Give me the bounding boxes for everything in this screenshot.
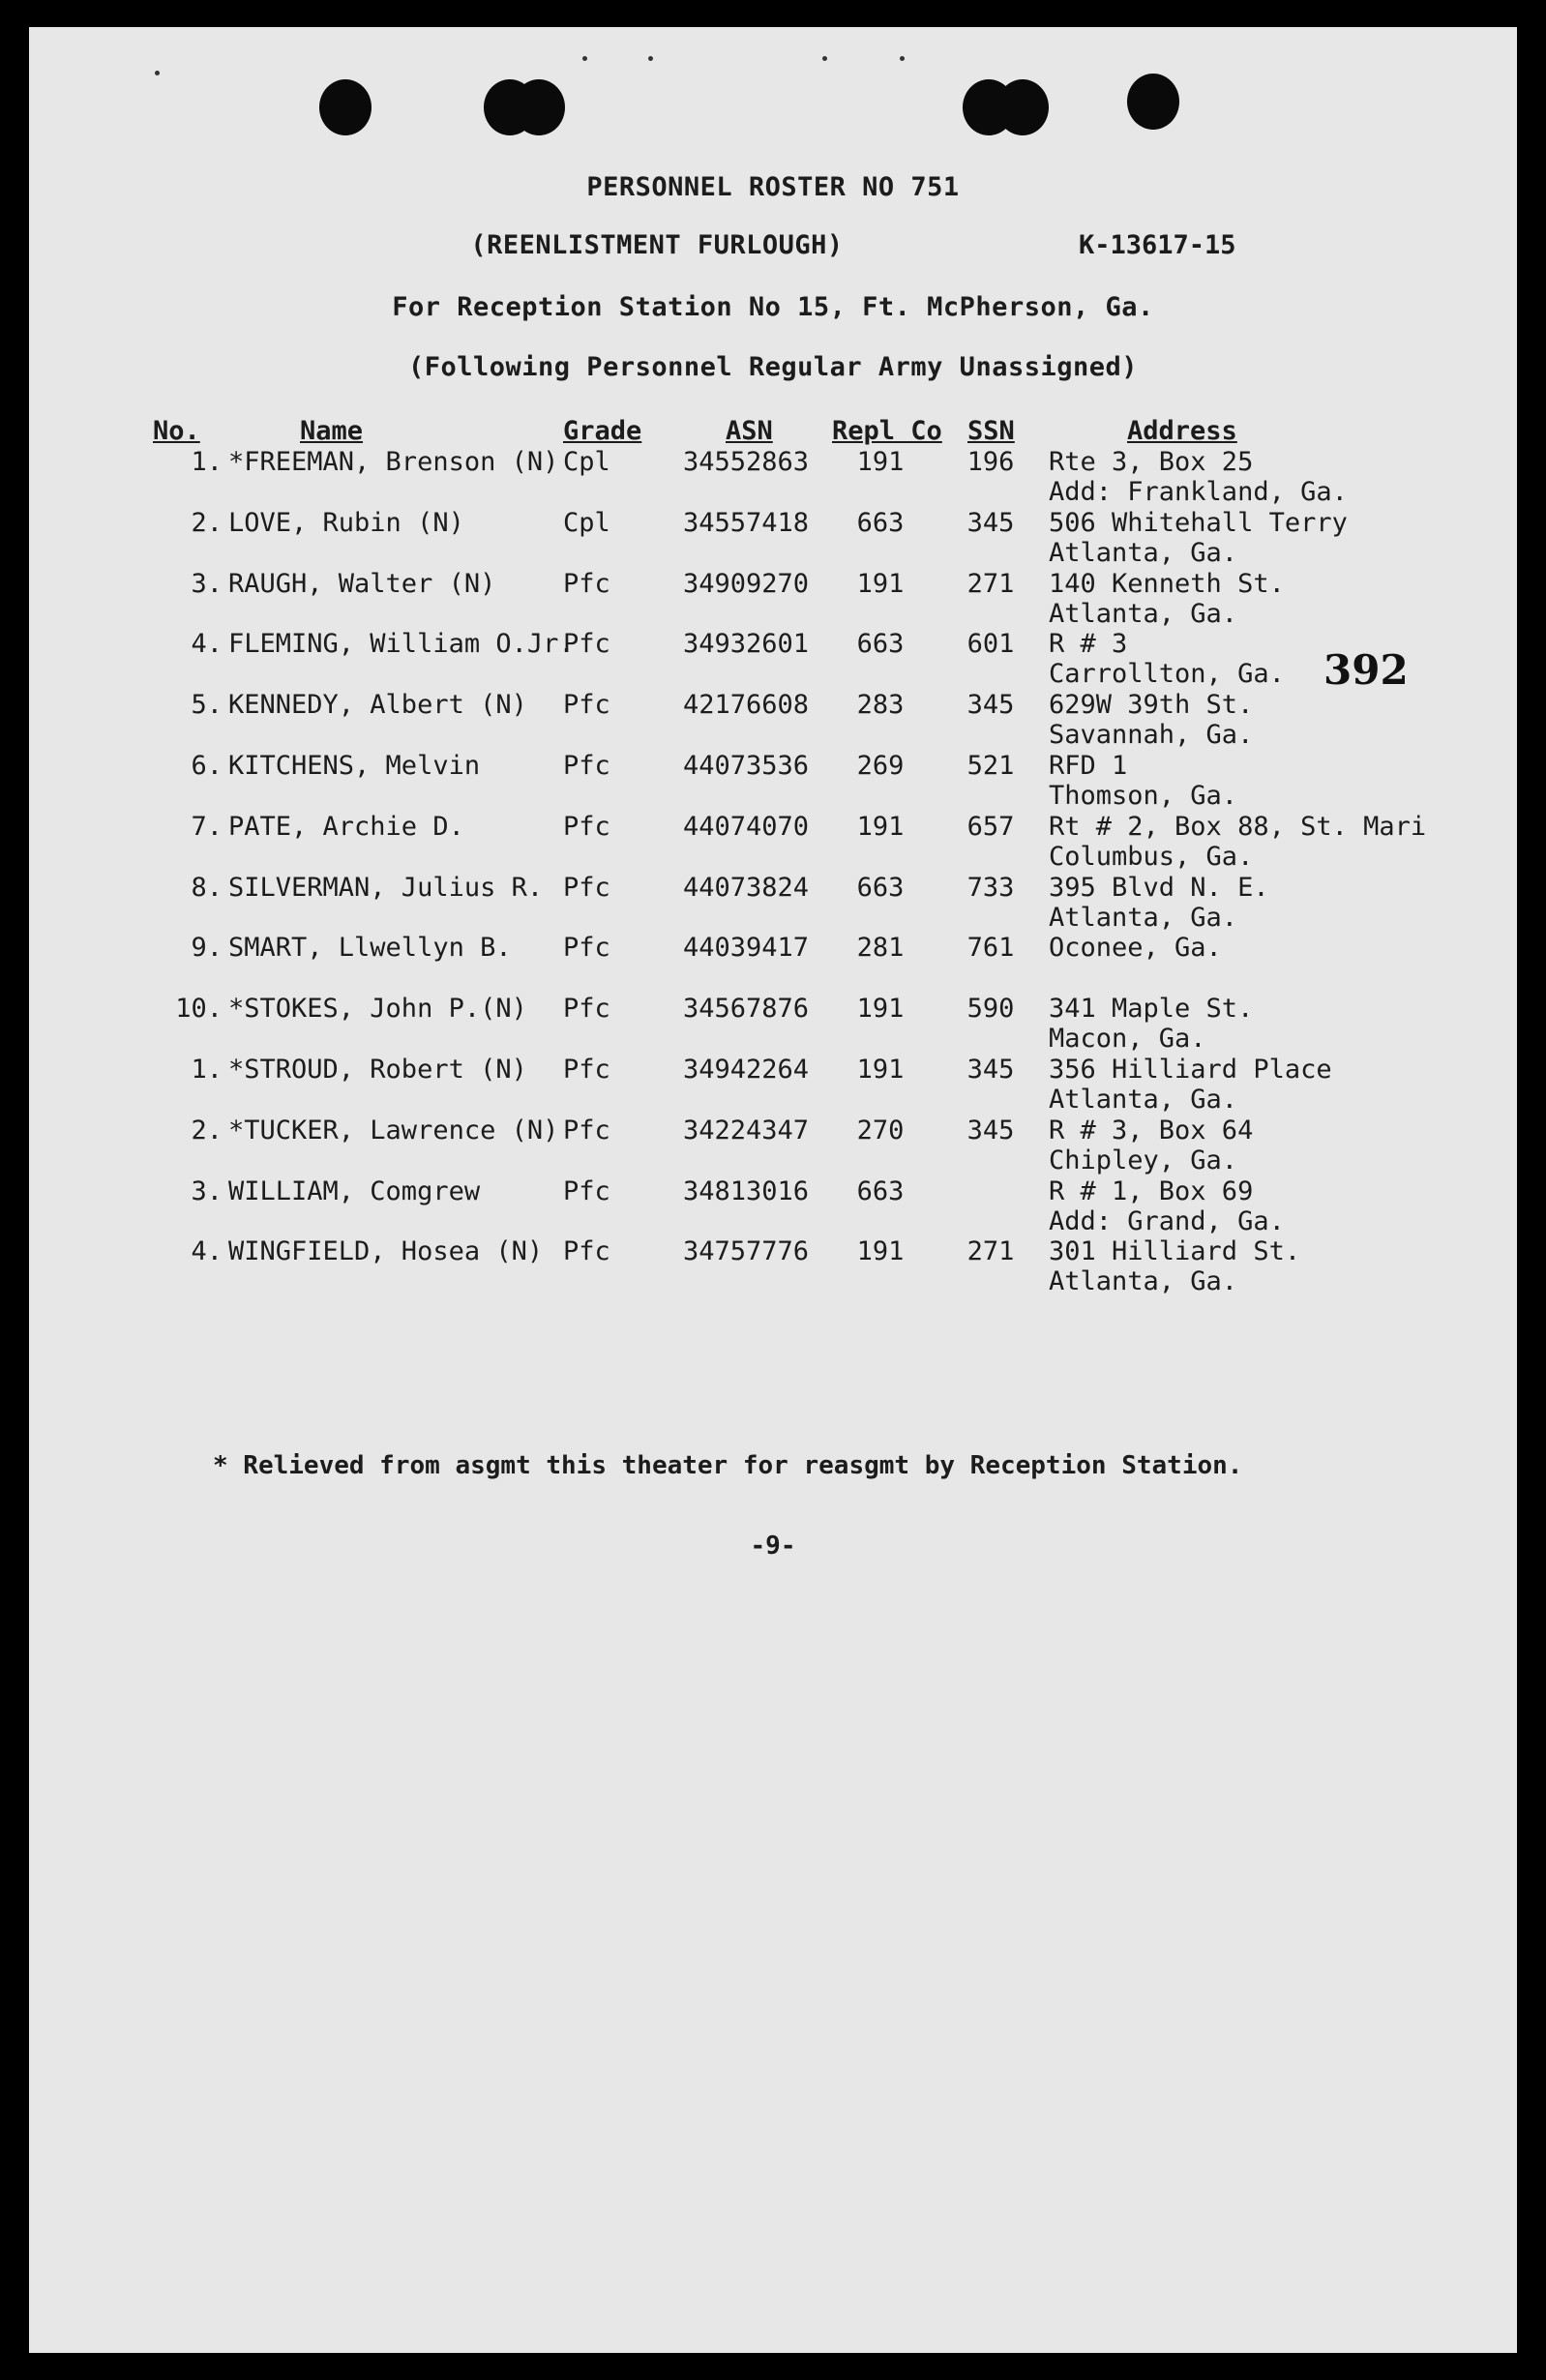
row-address-line-2: Atlanta, Ga. xyxy=(1049,598,1238,629)
row-number: 7. xyxy=(191,811,223,842)
row-number: 1. xyxy=(191,1055,223,1085)
row-number: 9. xyxy=(191,933,223,964)
row-name: SILVERMAN, Julius R. xyxy=(228,872,544,903)
row-grade: Pfc xyxy=(563,994,610,1025)
punch-hole-3 xyxy=(513,79,565,135)
row-ssn: 590 xyxy=(966,994,1015,1025)
row-grade: Cpl xyxy=(563,507,610,538)
row-address-line-1: Rt # 2, Box 88, St. Mari xyxy=(1049,811,1427,842)
punch-hole-5 xyxy=(996,79,1049,135)
row-repl-co: 270 xyxy=(856,1115,905,1145)
speck xyxy=(582,56,587,61)
col-head-ssn: SSN xyxy=(967,416,1015,446)
row-number: 2. xyxy=(191,1115,223,1145)
row-grade: Pfc xyxy=(563,1055,610,1085)
row-address-line-1: Rte 3, Box 25 xyxy=(1049,447,1254,477)
row-address-line-1: Oconee, Ga. xyxy=(1049,933,1222,964)
row-number: 4. xyxy=(191,1236,223,1267)
row-ssn: 345 xyxy=(966,690,1015,721)
row-address-line-1: RFD 1 xyxy=(1049,751,1128,781)
row-ssn: 196 xyxy=(966,447,1015,477)
row-name: WINGFIELD, Hosea (N) xyxy=(228,1236,544,1267)
row-name: *FREEMAN, Brenson (N) xyxy=(228,447,559,477)
row-repl-co: 269 xyxy=(856,751,905,781)
row-address-line-2: Thomson, Ga. xyxy=(1049,781,1238,811)
row-asn: 34932601 xyxy=(683,629,810,660)
row-name: KENNEDY, Albert (N) xyxy=(228,690,527,721)
table-row xyxy=(29,1116,1517,1175)
col-head-repl-co: Repl Co xyxy=(832,416,942,446)
row-ssn: 345 xyxy=(966,507,1015,538)
row-asn: 34224347 xyxy=(683,1115,810,1145)
row-address-line-2: Atlanta, Ga. xyxy=(1049,1266,1238,1297)
row-name: RAUGH, Walter (N) xyxy=(228,568,496,599)
row-address-line-2: Macon, Ga. xyxy=(1049,1024,1206,1055)
row-number: 8. xyxy=(191,872,223,903)
row-repl-co: 663 xyxy=(856,872,905,903)
speck xyxy=(822,56,827,61)
row-number: 1. xyxy=(191,447,223,477)
row-address-line-1: 629W 39th St. xyxy=(1049,690,1254,721)
row-ssn: 345 xyxy=(966,1115,1015,1145)
speck xyxy=(900,56,905,61)
col-head-name: Name xyxy=(300,416,364,446)
row-repl-co: 281 xyxy=(856,933,905,964)
row-repl-co: 191 xyxy=(856,994,905,1025)
row-ssn: 271 xyxy=(966,1236,1015,1267)
row-grade: Pfc xyxy=(563,872,610,903)
row-repl-co: 191 xyxy=(856,1055,905,1085)
row-asn: 34757776 xyxy=(683,1236,810,1267)
personnel-note: (Following Personnel Regular Army Unassigned) xyxy=(408,352,1138,382)
station-line: For Reception Station No 15, Ft. McPherson, Ga. xyxy=(392,292,1154,322)
row-ssn: 271 xyxy=(966,568,1015,599)
row-grade: Pfc xyxy=(563,1115,610,1145)
punch-hole-6 xyxy=(1127,74,1179,130)
row-grade: Pfc xyxy=(563,568,610,599)
row-grade: Pfc xyxy=(563,690,610,721)
row-address-line-2: Chipley, Ga. xyxy=(1049,1145,1238,1175)
row-address-line-2: Atlanta, Ga. xyxy=(1049,537,1238,568)
row-address-line-2: Savannah, Ga. xyxy=(1049,720,1254,751)
row-asn: 44074070 xyxy=(683,811,810,842)
table-row xyxy=(29,447,1517,507)
row-name: WILLIAM, Comgrew xyxy=(228,1175,481,1206)
row-address-line-1: R # 1, Box 69 xyxy=(1049,1175,1254,1206)
row-asn: 34557418 xyxy=(683,507,810,538)
row-address-line-1: 506 Whitehall Terry xyxy=(1049,507,1348,538)
row-ssn: 601 xyxy=(966,629,1015,660)
row-ssn: 521 xyxy=(966,751,1015,781)
row-number: 5. xyxy=(191,690,223,721)
page-stamp: 392 xyxy=(1323,646,1409,694)
roster-title: PERSONNEL ROSTER NO 751 xyxy=(586,172,960,202)
row-grade: Pfc xyxy=(563,811,610,842)
row-repl-co: 663 xyxy=(856,1175,905,1206)
row-repl-co: 191 xyxy=(856,1236,905,1267)
row-asn: 34942264 xyxy=(683,1055,810,1085)
row-asn: 34552863 xyxy=(683,447,810,477)
row-asn: 44073536 xyxy=(683,751,810,781)
row-name: LOVE, Rubin (N) xyxy=(228,507,464,538)
row-name: FLEMING, William O.Jr. xyxy=(228,629,575,660)
table-row xyxy=(29,508,1517,568)
row-name: *STROUD, Robert (N) xyxy=(228,1055,527,1085)
table-row xyxy=(29,751,1517,811)
row-asn: 34813016 xyxy=(683,1175,810,1206)
row-address-line-2: Add: Frankland, Ga. xyxy=(1049,477,1348,507)
footnote: * Relieved from asgmt this theater for reasgmt by Reception Station. xyxy=(213,1451,1243,1480)
row-name: KITCHENS, Melvin xyxy=(228,751,481,781)
table-row xyxy=(29,873,1517,933)
table-row xyxy=(29,690,1517,750)
table-row xyxy=(29,1055,1517,1115)
row-ssn: 345 xyxy=(966,1055,1015,1085)
row-address-line-1: 140 Kenneth St. xyxy=(1049,568,1285,599)
row-address-line-2: Add: Grand, Ga. xyxy=(1049,1205,1285,1236)
punch-hole-1 xyxy=(319,79,372,135)
row-number: 4. xyxy=(191,629,223,660)
row-name: *TUCKER, Lawrence (N) xyxy=(228,1115,559,1145)
table-row xyxy=(29,629,1517,689)
row-address-line-1: 356 Hilliard Place xyxy=(1049,1055,1332,1085)
row-asn: 44073824 xyxy=(683,872,810,903)
row-address-line-1: 395 Blvd N. E. xyxy=(1049,872,1269,903)
page-number: -9- xyxy=(750,1532,796,1561)
col-head-address: Address xyxy=(1127,416,1237,446)
roster-subtitle: (REENLISTMENT FURLOUGH) xyxy=(470,230,844,260)
row-address-line-2: Atlanta, Ga. xyxy=(1049,1085,1238,1115)
document-number: K-13617-15 xyxy=(1079,230,1236,260)
row-number: 2. xyxy=(191,507,223,538)
row-grade: Pfc xyxy=(563,1236,610,1267)
row-number: 10. xyxy=(175,994,223,1025)
row-grade: Cpl xyxy=(563,447,610,477)
row-address-line-1: 301 Hilliard St. xyxy=(1049,1236,1301,1267)
row-address-line-1: R # 3, Box 64 xyxy=(1049,1115,1254,1145)
row-ssn: 733 xyxy=(966,872,1015,903)
row-grade: Pfc xyxy=(563,933,610,964)
table-row xyxy=(29,1176,1517,1236)
document-page xyxy=(29,27,1517,2353)
row-name: SMART, Llwellyn B. xyxy=(228,933,512,964)
row-address-line-2: Columbus, Ga. xyxy=(1049,841,1254,872)
row-grade: Pfc xyxy=(563,1175,610,1206)
row-repl-co: 663 xyxy=(856,507,905,538)
row-ssn: 657 xyxy=(966,811,1015,842)
row-grade: Pfc xyxy=(563,629,610,660)
row-ssn: 761 xyxy=(966,933,1015,964)
row-repl-co: 663 xyxy=(856,629,905,660)
row-name: *STOKES, John P.(N) xyxy=(228,994,527,1025)
speck xyxy=(155,71,160,75)
row-asn: 34909270 xyxy=(683,568,810,599)
table-row xyxy=(29,1236,1517,1296)
row-asn: 34567876 xyxy=(683,994,810,1025)
table-row xyxy=(29,994,1517,1054)
row-repl-co: 191 xyxy=(856,811,905,842)
row-number: 3. xyxy=(191,568,223,599)
row-grade: Pfc xyxy=(563,751,610,781)
row-repl-co: 191 xyxy=(856,568,905,599)
col-head-asn: ASN xyxy=(726,416,773,446)
row-repl-co: 191 xyxy=(856,447,905,477)
row-asn: 44039417 xyxy=(683,933,810,964)
row-address-line-1: R # 3 xyxy=(1049,629,1128,660)
col-head-grade: Grade xyxy=(563,416,642,446)
row-number: 3. xyxy=(191,1175,223,1206)
row-address-line-2: Carrollton, Ga. xyxy=(1049,659,1285,690)
row-address-line-2: Atlanta, Ga. xyxy=(1049,902,1238,933)
row-repl-co: 283 xyxy=(856,690,905,721)
row-name: PATE, Archie D. xyxy=(228,811,464,842)
speck xyxy=(648,56,653,61)
table-row xyxy=(29,933,1517,993)
table-row xyxy=(29,812,1517,872)
row-address-line-1: 341 Maple St. xyxy=(1049,994,1254,1025)
row-number: 6. xyxy=(191,751,223,781)
row-asn: 42176608 xyxy=(683,690,810,721)
table-row xyxy=(29,569,1517,629)
col-head-no: No. xyxy=(153,416,200,446)
